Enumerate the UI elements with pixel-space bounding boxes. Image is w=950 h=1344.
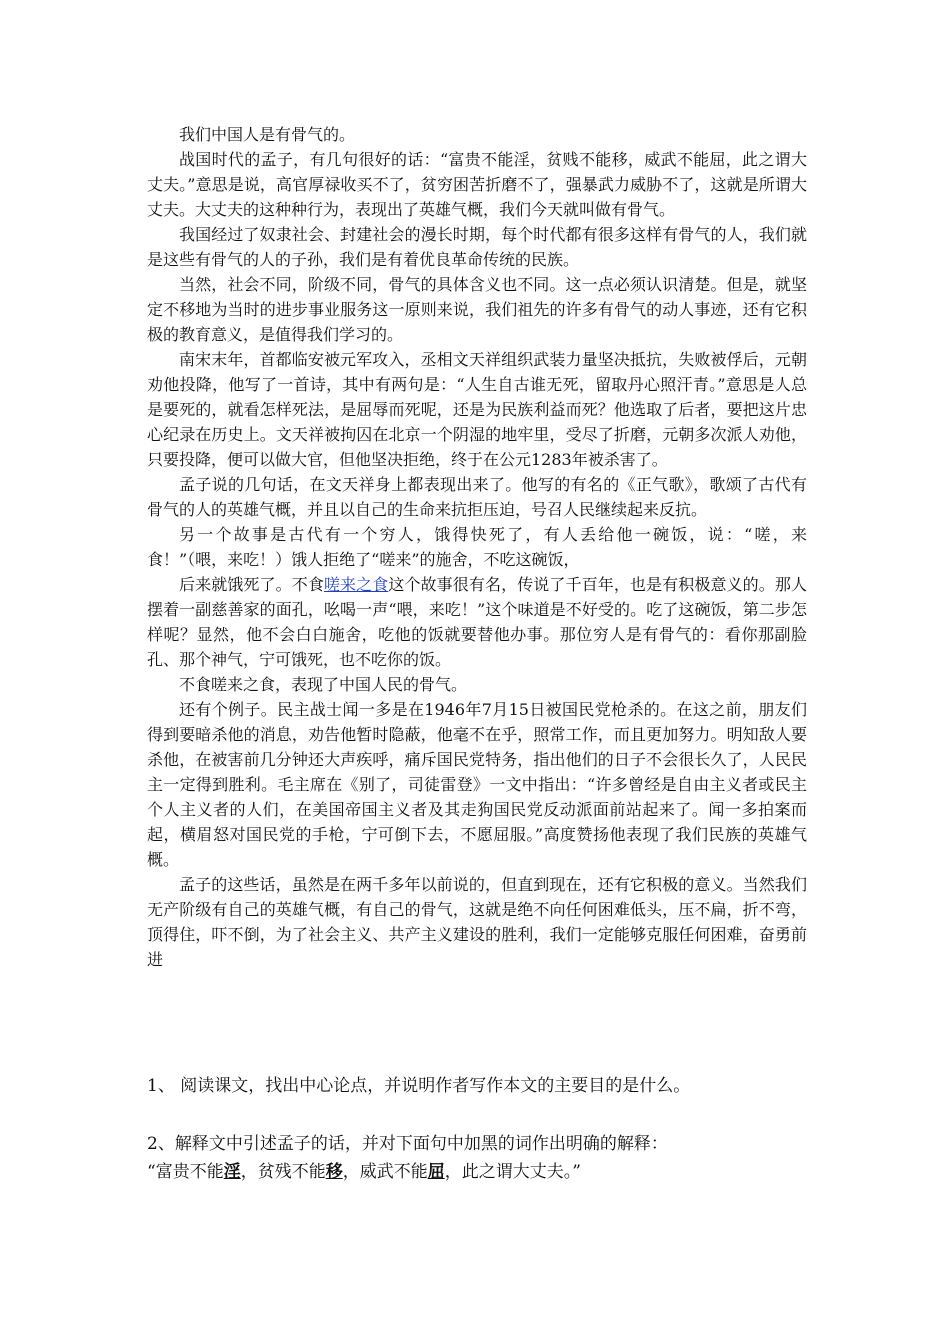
questions-section: [147, 1072, 827, 1186]
paragraph-4: 当然，社会不同，阶级不同，骨气的具体含义也不同。这一点必须认识清楚。但是，就坚定不移地为当时的进步事业服务这一原则来说，我们祖先的许多有骨气的动人事迹，还有它积极的教育意义，是值得我们学习的。: [147, 275, 807, 344]
question-2: 2、解释文中引述孟子的话，并对下面句中加黑的词作出明确的解释：: [147, 1134, 668, 1154]
bold-word-yi: 移: [325, 1162, 343, 1182]
paragraph-1: 我们中国人是有骨气的。: [179, 125, 356, 144]
paragraph-2: 战国时代的孟子，有几句很好的话：“富贵不能淫，贫贱不能移，威武不能屈，此之谓大丈夫。”意思是说，高官厚禄收买不了，贫穷困苦折磨不了，强暴武力威胁不了，这就是所谓大丈夫。大丈夫的这种种行为，表现出了英雄气概，我们今天就叫做有骨气。: [147, 150, 807, 219]
quote-part-2: ，贫残不能: [240, 1162, 326, 1182]
paragraph-8-after: 这个故事很有名，传说了千百年，也是有积极意义的。那人摆着一副慈善家的面孔，吆喝一声“喂，来吃！”这个味道是不好受的。吃了这碗饭，第二步怎样呢？显然，他不会白白施舍，吃他的饭就要替他办事。那位穷人是有骨气的：看你那副脸孔、那个神气，宁可饿死，也不吃你的饭。: [147, 575, 807, 669]
paragraph-3: 我国经过了奴隶社会、封建社会的漫长时期，每个时代都有很多这样有骨气的人，我们就是这些有骨气的人的子孙，我们是有着优良革命传统的民族。: [147, 225, 807, 269]
quote-part-4: ，此之谓大丈夫。”: [444, 1162, 581, 1182]
question-1: 1、 阅读课文，找出中心论点，并说明作者写作本文的主要目的是什么。: [147, 1076, 691, 1096]
jielai-link[interactable]: 嗟来之食: [323, 575, 389, 594]
paragraph-11: 孟子的这些话，虽然是在两千多年以前说的，但直到现在，还有它积极的意义。当然我们无产阶级有自己的英雄气概，有自己的骨气，这就是绝不向任何困难低头，压不扁，折不弯，顶得住，吓不倒，为了社会主义、共产主义建设的胜利，我们一定能够克服任何困难，奋勇前进: [147, 875, 807, 969]
paragraph-6: 孟子说的几句话，在文天祥身上都表现出来了。他写的有名的《正气歌》，歌颂了古代有骨气的人的英雄气概，并且以自己的生命来抗拒压迫，号召人民继续起来反抗。: [147, 475, 807, 519]
bold-word-qu: 屈: [427, 1162, 445, 1182]
quote-part-3: ，威武不能: [342, 1162, 428, 1182]
paragraph-9: 不食嗟来之食，表现了中国人民的骨气。: [179, 675, 468, 694]
paragraph-7: 另一个故事是古代有一个穷人，饿得快死了，有人丢给他一碗饭，说：“嗟，来食！”（喂，来吃！）饿人拒绝了“嗟来”的施舍，不吃这碗饭，: [147, 525, 807, 569]
paragraph-5: 南宋末年，首都临安被元军攻入，丞相文天祥组织武装力量坚决抵抗，失败被俘后，元朝劝他投降，他写了一首诗，其中有两句是：“人生自古谁无死，留取丹心照汗青。”意思是人总是要死的，就看怎样死法，是屈辱而死呢，还是为民族利益而死？他选取了后者，要把这片忠心纪录在历史上。文天祥被拘囚在北京一个阴湿的地牢里，受尽了折磨，元朝多次派人劝他，只要投降，便可以做大官，但他坚决拒绝，终于在公元1283年被杀害了。: [147, 350, 807, 469]
paragraph-8-before: 后来就饿死了。不食: [179, 575, 324, 594]
paragraph-8: [147, 572, 807, 672]
paragraph-10: 还有个例子。民主战士闻一多是在1946年7月15日被国民党枪杀的。在这之前，朋友们得到要暗杀他的消息，劝告他暂时隐蔽，他毫不在乎，照常工作，而且更加努力。明知敌人要杀他，在被害前几分钟还大声疾呼，痛斥国民党特务，指出他们的日子不会很长久了，人民民主一定得到胜利。毛主席在《别了，司徒雷登》一文中指出：“许多曾经是自由主义者或民主个人主义者的人们，在美国帝国主义者及其走狗国民党反动派面前站起来了。闻一多拍案而起，横眉怒对国民党的手枪，宁可倒下去，不愿屈服。”高度赞扬他表现了我们民族的英雄气概。: [147, 700, 807, 869]
bold-word-yin: 淫: [223, 1162, 241, 1182]
mencius-quote: [147, 1158, 827, 1186]
article-body: [147, 122, 807, 972]
quote-part-1: “富贵不能: [147, 1162, 224, 1182]
